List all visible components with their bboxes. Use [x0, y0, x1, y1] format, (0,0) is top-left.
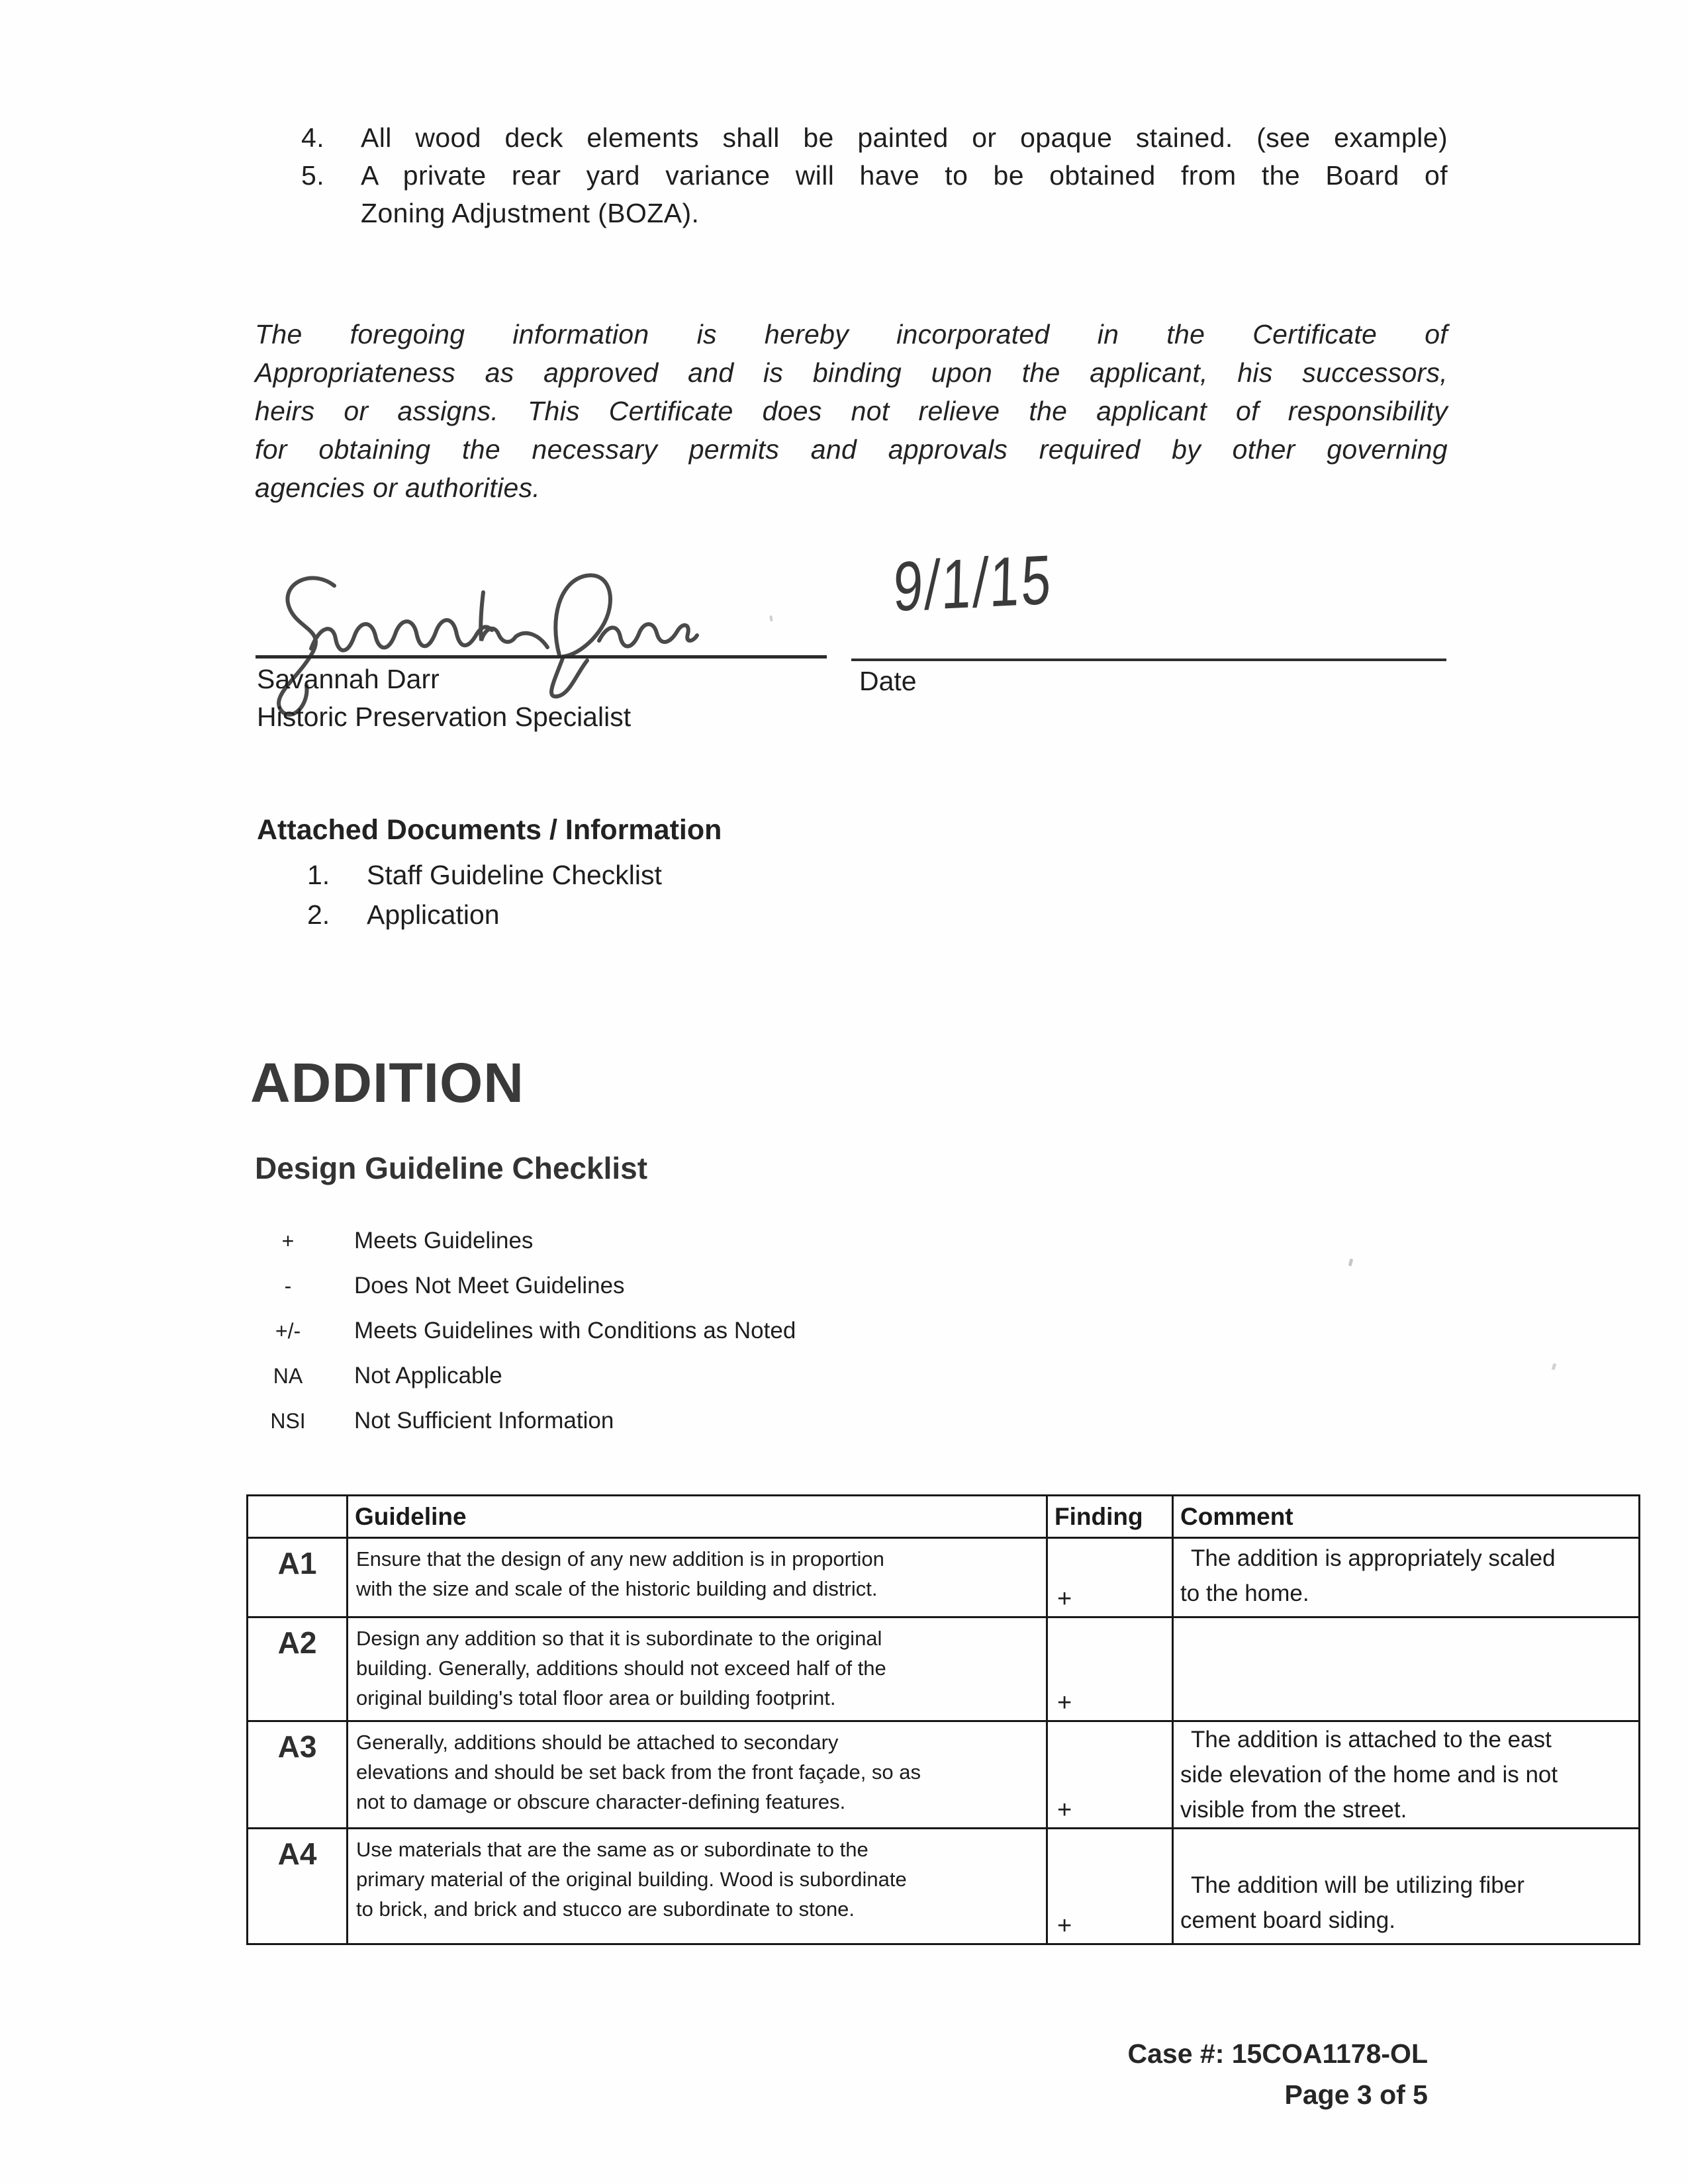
comment-line: to the home.: [1180, 1580, 1309, 1606]
legend-label: Meets Guidelines with Conditions as Noted: [354, 1318, 796, 1343]
legend-row: [252, 1318, 796, 1363]
list-item-number: 2.: [307, 899, 330, 930]
legend-symbol: NSI: [270, 1409, 306, 1433]
paragraph-line: The foregoing information is hereby incorporated in the Certificate of: [255, 319, 1448, 349]
date-line: [851, 659, 1446, 661]
date-label: Date: [859, 666, 917, 696]
legend-label: Meets Guidelines: [354, 1228, 534, 1253]
guideline-cell: [348, 1721, 1047, 1829]
guideline-line: Generally, additions should be attached to secondary: [356, 1731, 839, 1754]
finding-cell: +: [1047, 1617, 1173, 1721]
finding-cell: +: [1047, 1721, 1173, 1829]
comment-cell: [1173, 1721, 1640, 1829]
scan-artifact: [769, 615, 773, 621]
guideline-cell: [348, 1829, 1047, 1944]
column-header-finding: Finding: [1047, 1496, 1173, 1538]
table-row: [248, 1617, 1640, 1721]
list-item: [307, 855, 662, 895]
legend-row: [252, 1228, 796, 1273]
finding-cell: +: [1047, 1538, 1173, 1617]
list-item-text: [361, 157, 1448, 232]
scan-artifact: [1348, 1259, 1354, 1267]
guideline-line: Use materials that are the same as or subordinate to the: [356, 1838, 868, 1861]
legend-symbol: -: [284, 1274, 292, 1298]
paragraph-line: Appropriateness as approved and is binding upon the applicant, his successors,: [255, 357, 1448, 388]
table-row: [248, 1538, 1640, 1617]
paragraph-line: for obtaining the necessary permits and approvals required by other governing: [255, 434, 1448, 465]
comment-line: cement board siding.: [1180, 1907, 1395, 1933]
handwritten-date: 9/1/15: [892, 540, 1055, 626]
certificate-paragraph: [255, 315, 1448, 507]
row-id: A3: [248, 1721, 348, 1829]
guideline-cell: [348, 1538, 1047, 1617]
comment-line: The addition is attached to the east: [1191, 1727, 1552, 1752]
paragraph-line: agencies or authorities.: [255, 473, 541, 503]
legend-row: [252, 1363, 796, 1408]
attached-documents-list: [307, 855, 662, 934]
row-id: A1: [248, 1538, 348, 1617]
finding-cell: +: [1047, 1829, 1173, 1944]
attached-documents-heading: Attached Documents / Information: [257, 814, 722, 846]
list-item-text: [361, 119, 1448, 157]
legend-symbol: NA: [273, 1364, 303, 1388]
comment-line: The addition will be utilizing fiber: [1191, 1872, 1524, 1898]
signer-name: Savannah Darr: [257, 664, 440, 694]
guideline-line: with the size and scale of the historic building and district.: [356, 1577, 878, 1600]
list-item-line: Zoning Adjustment (BOZA).: [361, 198, 700, 228]
comment-line: side elevation of the home and is not: [1180, 1762, 1558, 1788]
row-id: A4: [248, 1829, 348, 1944]
guideline-line: to brick, and brick and stucco are subordinate to stone.: [356, 1897, 855, 1921]
list-item: [301, 157, 1448, 232]
legend-label: Not Applicable: [354, 1363, 502, 1388]
guideline-cell: [348, 1617, 1047, 1721]
table-header-row: [248, 1496, 1640, 1538]
legend-label: Not Sufficient Information: [354, 1408, 614, 1433]
guideline-line: primary material of the original building. Wood is subordinate: [356, 1868, 907, 1891]
section-title: ADDITION: [250, 1052, 524, 1114]
section-subtitle: Design Guideline Checklist: [255, 1151, 648, 1185]
list-item-line: A private rear yard variance will have to be obtained from the Board of: [361, 160, 1448, 191]
paragraph-line: heirs or assigns. This Certificate does not relieve the applicant of responsibility: [255, 396, 1448, 426]
finding-legend: [252, 1228, 796, 1453]
guideline-line: building. Generally, additions should not exceed half of the: [356, 1657, 886, 1680]
column-header-id: [248, 1496, 348, 1538]
legend-row: [252, 1273, 796, 1318]
guideline-line: Design any addition so that it is subordinate to the original: [356, 1627, 882, 1650]
legend-row: [252, 1408, 796, 1453]
comment-cell: [1173, 1538, 1640, 1617]
conditions-list: [301, 119, 1448, 232]
signature-line: [256, 655, 827, 659]
column-header-comment: Comment: [1173, 1496, 1640, 1538]
comment-line: The addition is appropriately scaled: [1191, 1545, 1556, 1571]
list-item-label: Application: [367, 899, 500, 930]
list-item-number: 5.: [301, 160, 324, 191]
scan-artifact: [1552, 1363, 1557, 1370]
footer-case-number: Case #: 15COA1178-OL: [1127, 2038, 1428, 2069]
list-item: [301, 119, 1448, 157]
comment-line: visible from the street.: [1180, 1797, 1407, 1823]
list-item-number: 4.: [301, 122, 324, 153]
checklist-table: [246, 1494, 1640, 1945]
guideline-line: Ensure that the design of any new addition is in proportion: [356, 1547, 884, 1570]
legend-symbol: +: [281, 1229, 295, 1253]
comment-cell: [1173, 1617, 1640, 1721]
legend-symbol: +/-: [275, 1319, 301, 1343]
footer-page-number: Page 3 of 5: [1284, 2079, 1428, 2110]
legend-label: Does Not Meet Guidelines: [354, 1273, 625, 1298]
guideline-line: not to damage or obscure character-defining features.: [356, 1790, 846, 1813]
row-id: A2: [248, 1617, 348, 1721]
table-row: [248, 1721, 1640, 1829]
table-row: [248, 1829, 1640, 1944]
list-item-label: Staff Guideline Checklist: [367, 860, 662, 890]
guideline-line: elevations and should be set back from the front façade, so as: [356, 1760, 921, 1784]
signer-title: Historic Preservation Specialist: [257, 702, 632, 732]
list-item-number: 1.: [307, 860, 330, 890]
list-item: [307, 895, 662, 934]
page-footer: [1127, 2033, 1428, 2115]
comment-cell: [1173, 1829, 1640, 1944]
list-item-line: All wood deck elements shall be painted or opaque stained. (see example): [361, 122, 1448, 153]
column-header-guideline: Guideline: [348, 1496, 1047, 1538]
guideline-line: original building's total floor area or building footprint.: [356, 1686, 836, 1709]
